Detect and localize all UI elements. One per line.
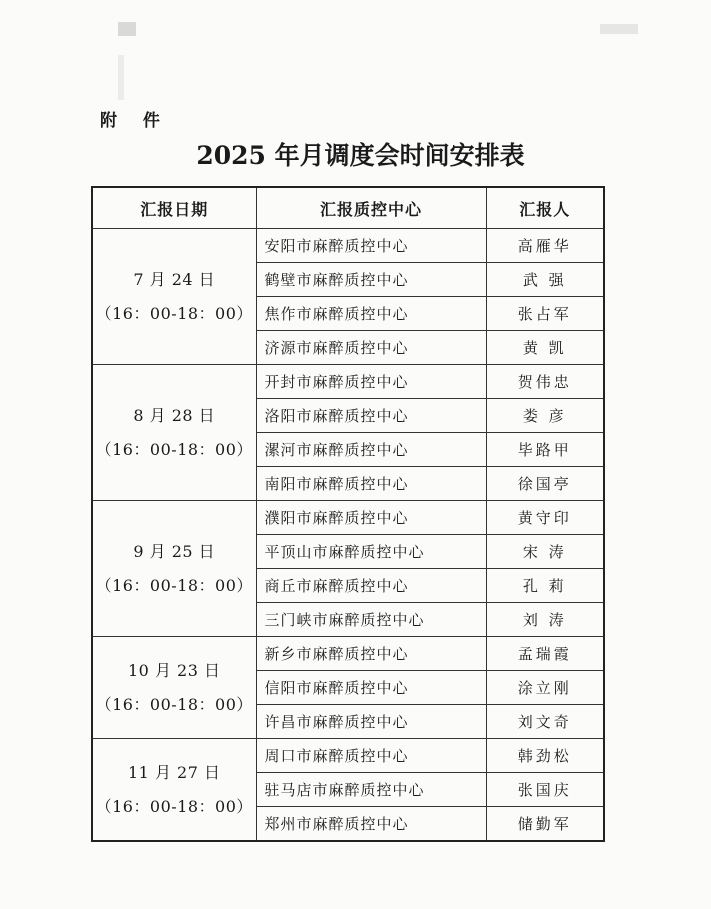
table-row: [92, 229, 604, 263]
quality-center: 洛阳市麻醉质控中心: [256, 399, 486, 433]
quality-center: 新乡市麻醉质控中心: [256, 637, 486, 671]
reporter: 黄 凯: [486, 331, 604, 365]
table-row: [92, 637, 604, 671]
quality-center: 安阳市麻醉质控中心: [256, 229, 486, 263]
schedule-table: [91, 186, 605, 842]
table-row: [92, 739, 604, 773]
attachment-label: 附 件: [100, 111, 170, 131]
date-cell: [92, 637, 256, 739]
quality-center: 周口市麻醉质控中心: [256, 739, 486, 773]
report-time: （16：00-18：00）: [95, 575, 253, 595]
reporter: 储勤军: [486, 807, 604, 842]
reporter: 毕路甲: [486, 433, 604, 467]
quality-center: 许昌市麻醉质控中心: [256, 705, 486, 739]
report-date: 11 月 27 日: [128, 762, 221, 782]
date-cell: [92, 739, 256, 842]
quality-center: 濮阳市麻醉质控中心: [256, 501, 486, 535]
reporter: 贺伟忠: [486, 365, 604, 399]
reporter: 黄守印: [486, 501, 604, 535]
quality-center: 信阳市麻醉质控中心: [256, 671, 486, 705]
report-date: 10 月 23 日: [128, 660, 221, 680]
reporter: 张占军: [486, 297, 604, 331]
report-time: （16：00-18：00）: [95, 303, 253, 323]
quality-center: 鹤壁市麻醉质控中心: [256, 263, 486, 297]
table-header-row: [92, 187, 604, 229]
header-report-date: 汇报日期: [92, 187, 256, 229]
reporter: 娄 彦: [486, 399, 604, 433]
report-time: （16：00-18：00）: [95, 439, 253, 459]
quality-center: 平顶山市麻醉质控中心: [256, 535, 486, 569]
report-time: （16：00-18：00）: [95, 796, 253, 816]
quality-center: 三门峡市麻醉质控中心: [256, 603, 486, 637]
reporter: 张国庆: [486, 773, 604, 807]
quality-center: 商丘市麻醉质控中心: [256, 569, 486, 603]
report-date: 8 月 28 日: [133, 405, 216, 425]
quality-center: 焦作市麻醉质控中心: [256, 297, 486, 331]
header-reporter: 汇报人: [486, 187, 604, 229]
scan-artifact: [118, 55, 124, 100]
reporter: 涂立刚: [486, 671, 604, 705]
table-row: [92, 365, 604, 399]
reporter: 刘 涛: [486, 603, 604, 637]
quality-center: 开封市麻醉质控中心: [256, 365, 486, 399]
reporter: 刘文奇: [486, 705, 604, 739]
report-date: 7 月 24 日: [133, 269, 216, 289]
reporter: 高雁华: [486, 229, 604, 263]
quality-center: 济源市麻醉质控中心: [256, 331, 486, 365]
scan-artifact: [600, 24, 638, 34]
quality-center: 南阳市麻醉质控中心: [256, 467, 486, 501]
reporter: 韩劲松: [486, 739, 604, 773]
quality-center: 郑州市麻醉质控中心: [256, 807, 486, 842]
reporter: 宋 涛: [486, 535, 604, 569]
quality-center: 驻马店市麻醉质控中心: [256, 773, 486, 807]
header-quality-center: 汇报质控中心: [256, 187, 486, 229]
table-row: [92, 501, 604, 535]
reporter: 徐国亭: [486, 467, 604, 501]
report-time: （16：00-18：00）: [95, 694, 253, 714]
report-date: 9 月 25 日: [133, 541, 216, 561]
reporter: 孟瑞霞: [486, 637, 604, 671]
date-cell: [92, 501, 256, 637]
scan-artifact: [118, 22, 136, 36]
reporter: 孔 莉: [486, 569, 604, 603]
date-cell: [92, 229, 256, 365]
reporter: 武 强: [486, 263, 604, 297]
quality-center: 漯河市麻醉质控中心: [256, 433, 486, 467]
page-title: 2025 年月调度会时间安排表: [196, 141, 525, 170]
date-cell: [92, 365, 256, 501]
